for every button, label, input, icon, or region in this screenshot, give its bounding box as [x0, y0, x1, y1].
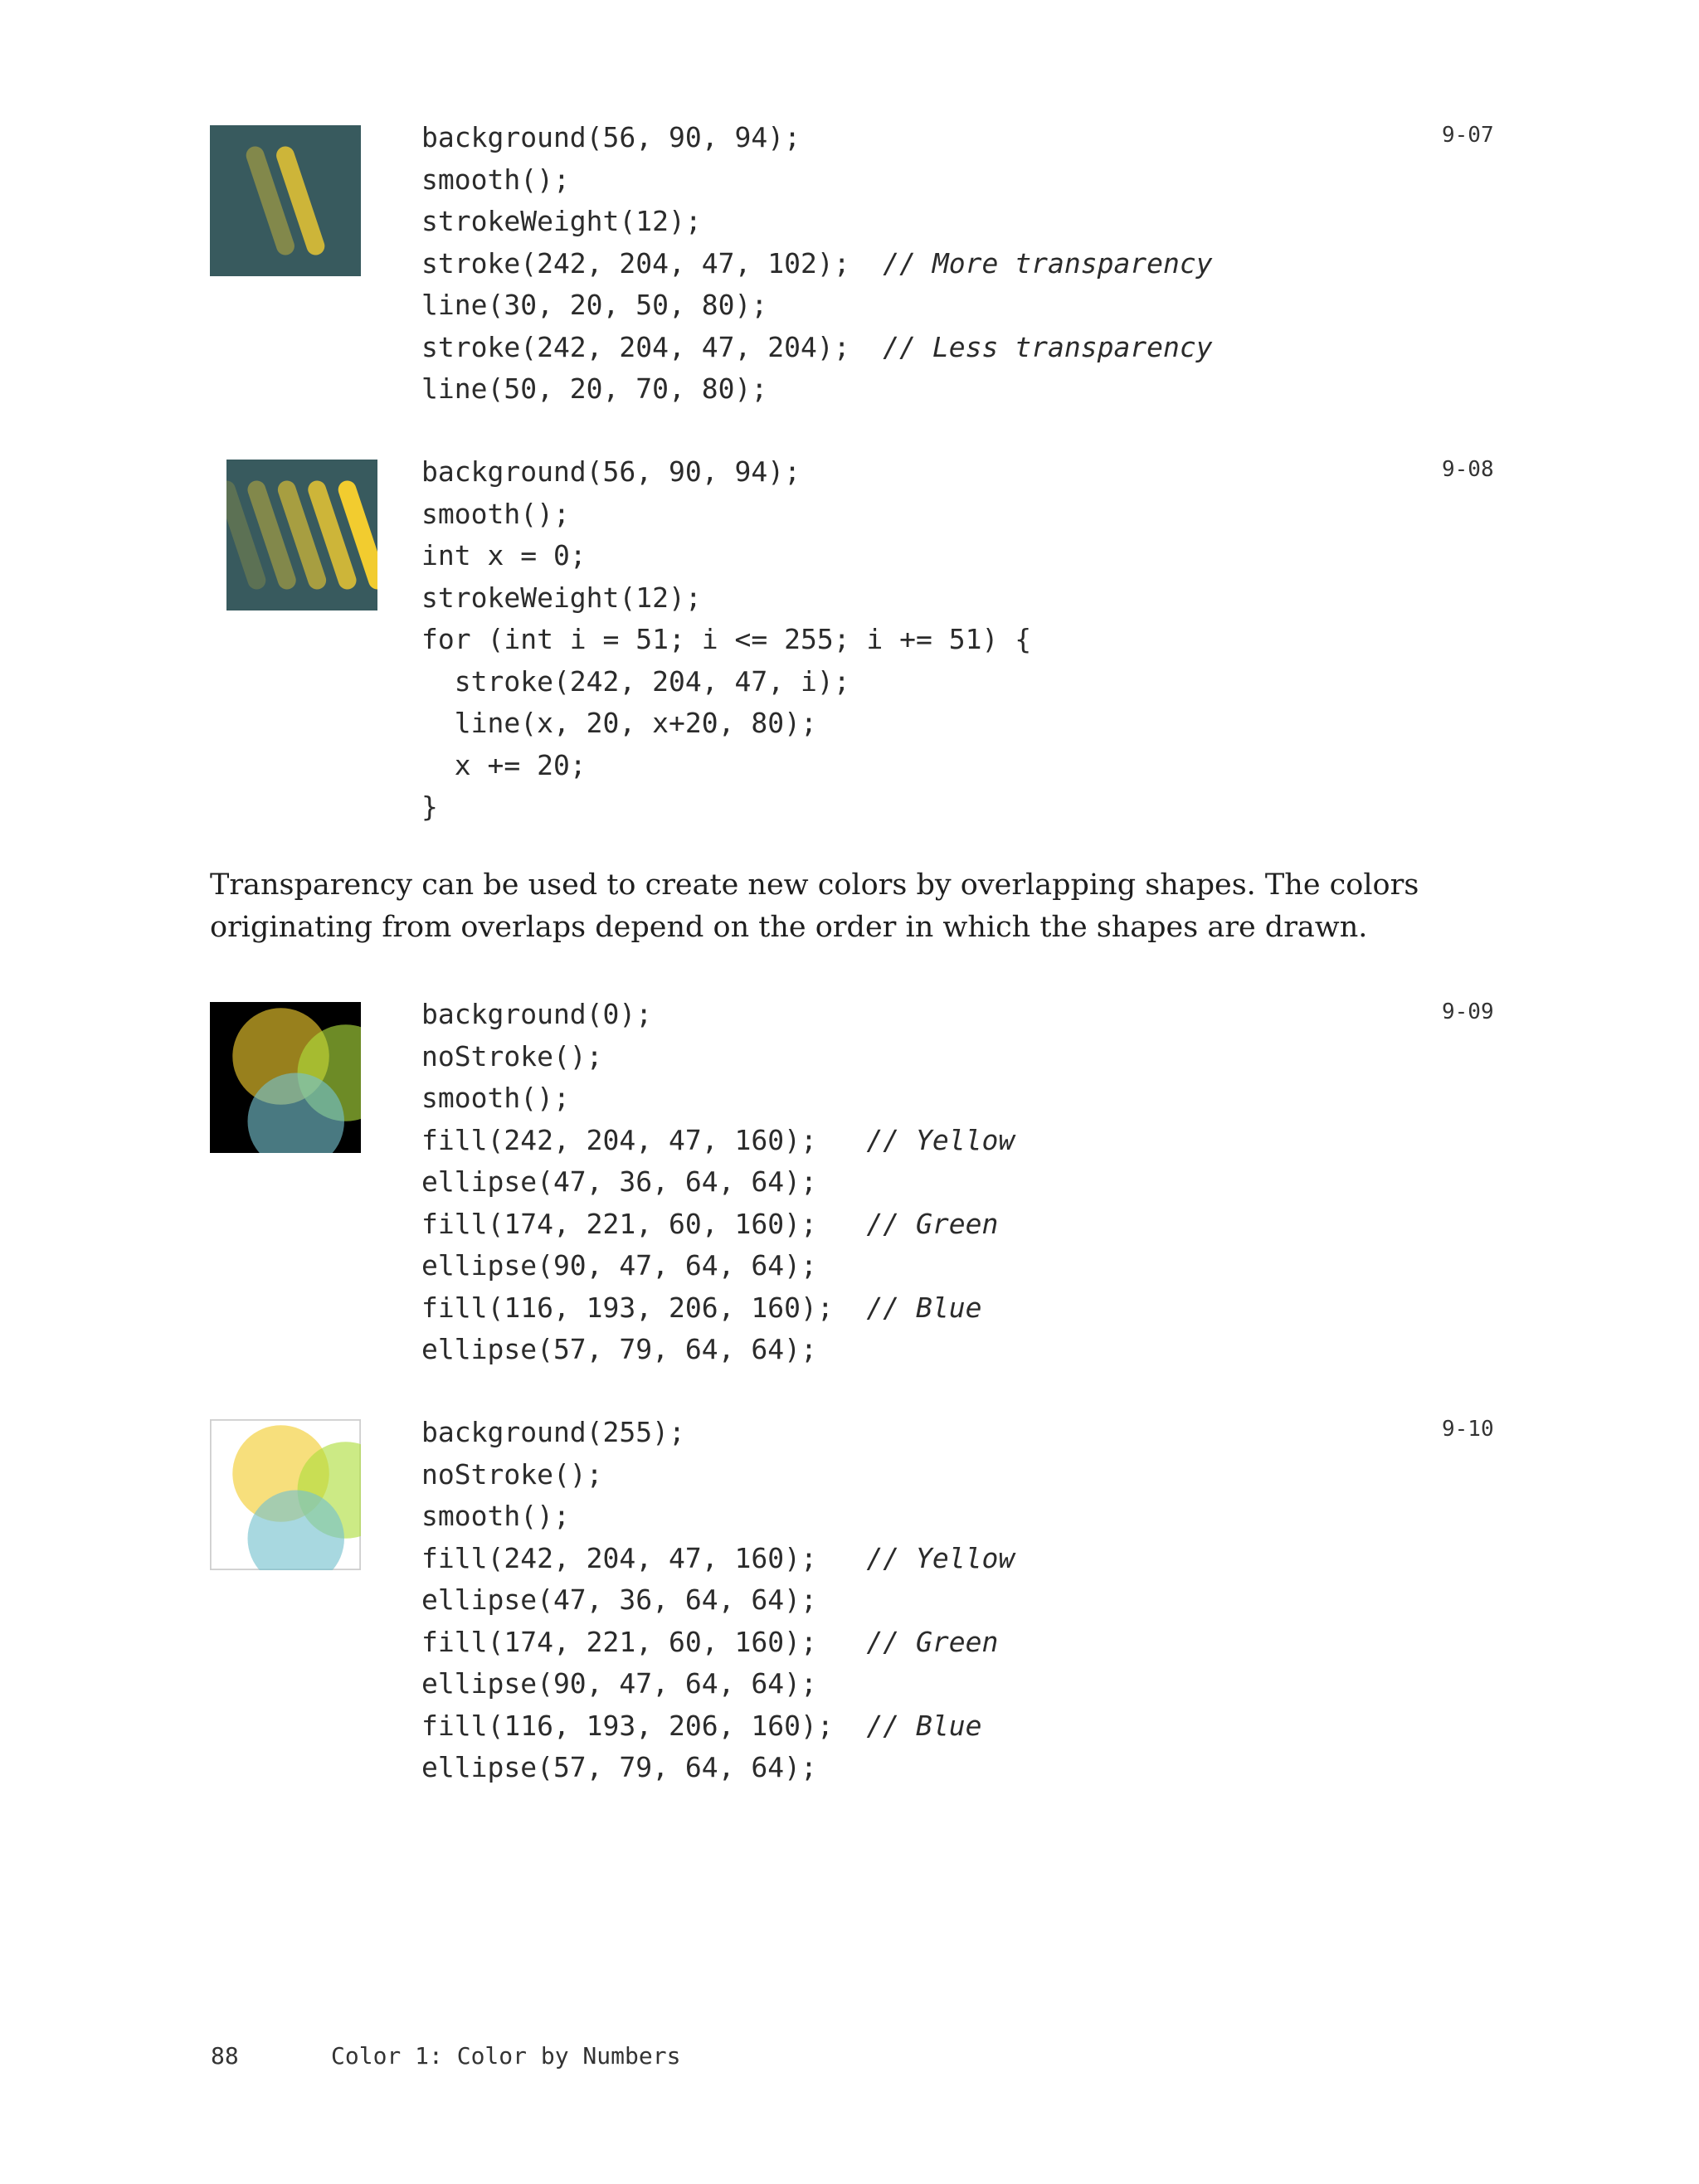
code-line: fill(174, 221, 60, 160); // Green — [421, 1207, 999, 1240]
code-comment: // Blue — [866, 1291, 982, 1324]
code-line: strokeWeight(12); — [421, 581, 702, 614]
code-comment: // Less transparency — [883, 330, 1213, 363]
code-line: strokeWeight(12); — [421, 205, 702, 237]
figure-number: 9-08 — [1442, 457, 1494, 482]
code-line: fill(116, 193, 206, 160); // Blue — [421, 1291, 982, 1324]
page-number: 88 — [211, 2042, 239, 2070]
code-line: background(255); — [421, 1416, 685, 1448]
body-paragraph — [210, 864, 1419, 949]
code-line: ellipse(57, 79, 64, 64); — [421, 1333, 817, 1365]
code-comment: // Yellow — [866, 1123, 1015, 1156]
code-line: ellipse(90, 47, 64, 64); — [421, 1667, 817, 1700]
code-line: ellipse(47, 36, 64, 64); — [421, 1165, 817, 1198]
code-line: smooth(); — [421, 497, 570, 530]
code-line: smooth(); — [421, 1500, 570, 1532]
code-comment: // Blue — [866, 1709, 982, 1742]
code-line: } — [421, 790, 438, 823]
code-line: stroke(242, 204, 47, 204); // Less transparency — [421, 330, 1213, 363]
code-listing-9-09 — [421, 994, 1015, 1371]
code-line: noStroke(); — [421, 1039, 603, 1073]
code-line: stroke(242, 204, 47, i); — [421, 664, 850, 698]
code-line: fill(242, 204, 47, 160); // Yellow — [421, 1541, 1015, 1574]
code-line: smooth(); — [421, 1082, 570, 1114]
sketch-preview-9-07 — [210, 125, 361, 276]
code-line: stroke(242, 204, 47, 102); // More transparency — [421, 246, 1213, 280]
code-listing-9-07 — [421, 117, 1213, 411]
code-comment: // Green — [866, 1625, 999, 1658]
figure-number: 9-07 — [1442, 123, 1494, 148]
code-line: fill(242, 204, 47, 160); // Yellow — [421, 1123, 1015, 1156]
code-line: line(30, 20, 50, 80); — [421, 289, 768, 321]
code-comment: // More transparency — [883, 246, 1213, 280]
code-comment: // Green — [866, 1207, 999, 1240]
code-line: line(50, 20, 70, 80); — [421, 372, 768, 405]
figure-number: 9-10 — [1442, 1417, 1494, 1442]
code-line: background(56, 90, 94); — [421, 121, 801, 153]
code-line: x += 20; — [421, 748, 587, 781]
code-listing-9-08 — [421, 451, 1031, 829]
figure-number: 9-09 — [1442, 1000, 1494, 1024]
code-listing-9-10 — [421, 1412, 1015, 1789]
code-line: fill(174, 221, 60, 160); // Green — [421, 1625, 999, 1658]
code-line: for (int i = 51; i <= 255; i += 51) { — [421, 623, 1032, 655]
code-line: int x = 0; — [421, 539, 587, 572]
code-line: ellipse(90, 47, 64, 64); — [421, 1249, 817, 1282]
code-line: background(0); — [421, 998, 653, 1030]
sketch-preview-9-09 — [210, 1002, 361, 1153]
code-line: line(x, 20, x+20, 80); — [421, 707, 817, 739]
code-line: fill(116, 193, 206, 160); // Blue — [421, 1709, 982, 1742]
paragraph-line: Transparency can be used to create new colors by overlapping shapes. The colors — [210, 868, 1419, 902]
code-line: smooth(); — [421, 163, 570, 196]
running-footer-chapter: Color 1: Color by Numbers — [331, 2042, 681, 2070]
paragraph-line: originating from overlaps depend on the order in which the shapes are drawn. — [210, 911, 1368, 944]
code-line: ellipse(47, 36, 64, 64); — [421, 1583, 817, 1616]
code-line: background(56, 90, 94); — [421, 455, 801, 488]
code-line: noStroke(); — [421, 1457, 603, 1491]
sketch-preview-9-08 — [226, 460, 377, 610]
code-line: ellipse(57, 79, 64, 64); — [421, 1751, 817, 1783]
sketch-preview-9-10 — [210, 1419, 361, 1570]
code-comment: // Yellow — [866, 1541, 1015, 1574]
